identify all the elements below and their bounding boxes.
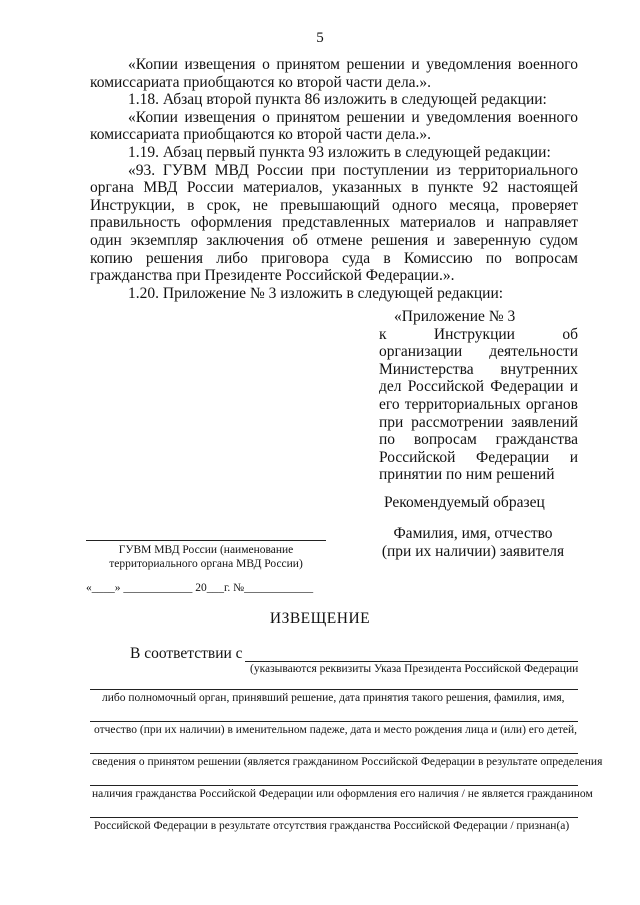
fill-line <box>90 753 578 754</box>
appendix-text: к Инструкции об организации деятельности Министерства внутренних дел Российской Федерации и его территориальных органов при рассмотрении заявлений по вопросам гражданства Российской Федерации и принятии по ним решений <box>379 325 578 484</box>
accordance-label: В соответствии с <box>130 645 243 662</box>
org-signature-line <box>86 540 326 541</box>
page-number: 5 <box>316 30 324 46</box>
paragraph: 1.18. Абзац второй пункта 86 изложить в следующей редакции: <box>128 91 547 109</box>
paragraph: 1.19. Абзац первый пункта 93 изложить в следующей редакции: <box>128 143 551 161</box>
paragraph: 1.20. Приложение № 3 изложить в следующей редакции: <box>128 284 504 302</box>
fill-caption: Российской Федерации в результате отсутствия гражданства Российской Федерации / признан(а) <box>94 820 570 832</box>
fill-caption: сведения о принятом решении (является гражданином Российской Федерации в результате определения <box>92 756 603 768</box>
appendix-header <box>379 308 578 484</box>
paragraph: «Копии извещения о принятом решении и уведомления военного комиссариата приобщаются ко второй части дела.». <box>90 56 578 91</box>
fill-caption: наличия гражданства Российской Федерации или оформления его наличия / не является гражданином <box>92 788 593 800</box>
applicant-name-note: (при их наличии) заявителя <box>381 543 565 560</box>
fill-line <box>90 817 578 818</box>
org-caption: ГУВМ МВД России (наименование территориального органа МВД России) <box>109 544 303 570</box>
fill-line <box>245 661 578 662</box>
sample-label: Рекомендуемый образец <box>384 494 545 511</box>
date-number-field: «____» ____________ 20___г. №____________ <box>86 582 314 594</box>
paragraph: «93. ГУВМ МВД России при поступлении из территориального органа МВД России материалов, указанных в пункте 92 настоящей Инструкции, в срок, не превышающий одного месяца, проверяет правильность оформления представленных материалов и направляет один экземпляр заключения об отмене решения и заверенную судом копию решения либо приговора суда в Комиссию по вопросам гражданства при Президенте Российской Федерации.». <box>90 161 578 285</box>
fill-line <box>90 785 578 786</box>
document-heading: ИЗВЕЩЕНИЕ <box>269 610 371 627</box>
applicant-block <box>368 525 578 561</box>
fill-line <box>90 721 578 722</box>
applicant-name-label: Фамилия, имя, отчество <box>393 525 553 542</box>
paragraph: «Копии извещения о принятом решении и уведомления военного комиссариата приобщаются ко второй части дела.». <box>90 108 578 144</box>
fill-caption: либо полномочный орган, принявший решение, дата принятия такого решения, фамилия, имя, <box>102 692 565 704</box>
fill-line <box>90 689 578 690</box>
fill-caption: отчество (при их наличии) в именительном падеже, дата и место рождения лица и (или) его детей, <box>94 724 578 736</box>
fill-caption: (указываются реквизиты Указа Президента Российской Федерации <box>250 663 579 675</box>
appendix-title: «Приложение № 3 <box>394 308 516 325</box>
amendment-text <box>90 56 578 302</box>
